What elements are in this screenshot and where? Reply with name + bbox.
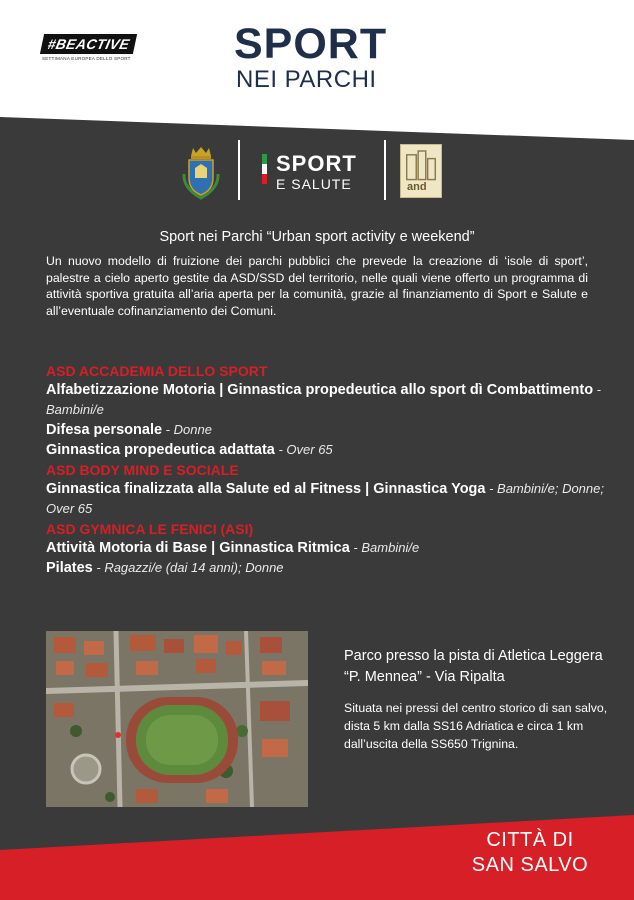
logo-divider-right xyxy=(384,140,386,200)
page-title xyxy=(234,22,414,94)
activity-separator: - xyxy=(485,481,498,496)
beactive-tagline: SETTIMANA EUROPEA DELLO SPORT xyxy=(42,56,131,61)
activity-name: Ginnastica finalizzata alla Salute ed al Fitness | Ginnastica Yoga xyxy=(46,481,486,497)
beactive-logo-text: #BEACTIVE xyxy=(40,34,138,54)
activity-item xyxy=(46,380,606,420)
activity-target: Bambini/e xyxy=(361,540,420,555)
activity-separator: - xyxy=(274,442,287,457)
org-name: ASD ACCADEMIA DELLO SPORT xyxy=(46,363,268,379)
activity-item xyxy=(46,538,606,558)
logo-divider-left xyxy=(238,140,240,200)
activity-item xyxy=(46,558,606,578)
sport-e-salute-line2: E SALUTE xyxy=(276,176,352,192)
activity-target: Bambini/e xyxy=(46,402,104,417)
intro-title: Sport nei Parchi “Urban sport activity e weekend” xyxy=(159,229,475,245)
location-text: Situata nei pressi del centro storico di san salvo, dista 5 km dalla SS16 Adriatica e circa 1 km dall’uscita della SS650 Trignina. xyxy=(344,701,608,751)
activity-separator: - xyxy=(593,382,602,397)
activity-target: Over 65 xyxy=(286,442,333,457)
and-association-icon xyxy=(400,144,442,198)
activity-separator: - xyxy=(92,560,105,575)
activity-target: Donne xyxy=(173,422,212,437)
and-label: and xyxy=(407,181,427,193)
activity-item xyxy=(46,420,606,440)
activity-name: Attività Motoria di Base | Ginnastica Ritmica xyxy=(46,540,350,556)
intro-text: Un nuovo modello di fruizione dei parchi pubblici che prevede la creazione di ‘isole di sport’, palestre a cielo aperto gestite da ASD/SSD del territorio, nelle quali viene offerto un programma di attività sportiva gratuita all’aria aperta per la comunità, grazie al finanziamento di Sport e Salute e all’eventuale cofinanziamento dei Comuni. xyxy=(46,254,588,318)
activity-name: Alfabetizzazione Motoria | Ginnastica propedeutica allo sport dì Combattimento xyxy=(46,382,594,398)
beactive-logo xyxy=(42,34,152,61)
org-name: ASD BODY MIND E SOCIALE xyxy=(46,462,239,478)
title-sub: NEI PARCHI xyxy=(236,66,377,93)
city-line2: SAN SALVO xyxy=(471,854,589,876)
activity-item xyxy=(46,440,606,460)
aerial-map-drawing xyxy=(46,631,308,807)
city-name xyxy=(440,828,620,878)
activity-separator: - xyxy=(349,540,362,555)
activity-target: Ragazzi/e (dai 14 anni); Donne xyxy=(104,560,284,575)
org-name: ASD GYMNICA LE FENICI (ASI) xyxy=(46,521,254,537)
aerial-map-image xyxy=(46,631,308,807)
activity-name: Pilates xyxy=(46,560,93,576)
activity-separator: - xyxy=(162,422,174,437)
sport-e-salute-line1: SPORT xyxy=(276,151,357,176)
municipal-crest-icon xyxy=(181,144,221,200)
activity-name: Difesa personale xyxy=(46,422,163,438)
activity-name: Ginnastica propedeutica adattata xyxy=(46,442,275,458)
partner-logos xyxy=(0,138,634,204)
location-title: Parco presso la pista di Atletica Leggera “P. Mennea” - Via Ripalta xyxy=(344,648,603,685)
italian-flag-icon xyxy=(262,154,267,184)
activities-list xyxy=(46,363,606,578)
activity-target: Bambini/e; Donne; Over 65 xyxy=(46,481,604,516)
activity-item xyxy=(46,479,606,519)
title-main: SPORT xyxy=(234,20,388,68)
city-line1: CITTÀ DI xyxy=(486,829,574,851)
